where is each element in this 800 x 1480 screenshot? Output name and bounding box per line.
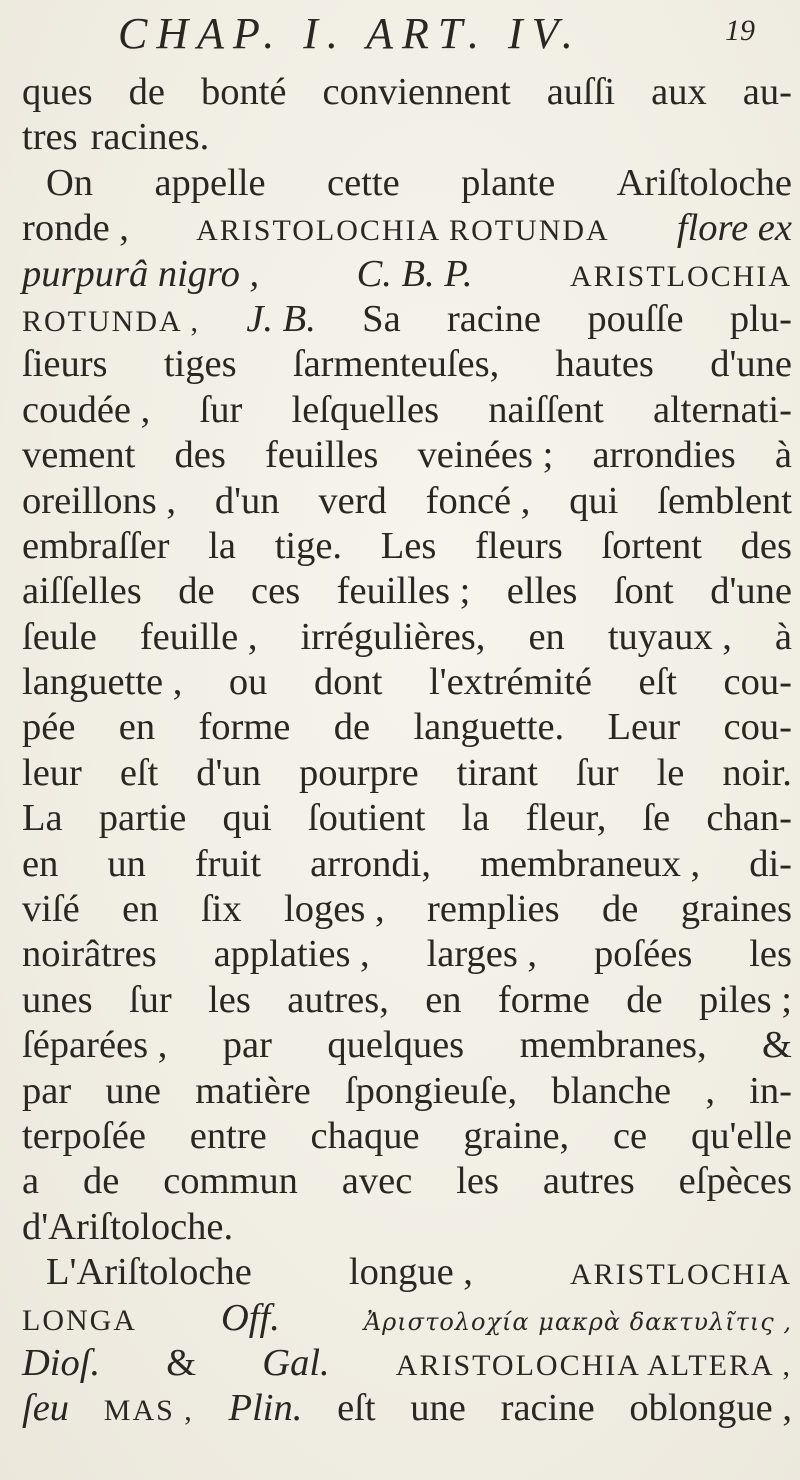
word: Les (380, 524, 437, 567)
word: plu- (729, 297, 792, 340)
text-line (22, 796, 792, 841)
word: d'une (710, 343, 792, 386)
word: leur (22, 751, 82, 794)
word: , (705, 1069, 715, 1112)
word: ronde , (22, 207, 129, 250)
word: matière (195, 1069, 311, 1112)
word: qui (569, 479, 619, 522)
word: Ariſtoloche (616, 161, 792, 204)
word: eſt (638, 661, 677, 704)
word: alternati- (653, 388, 792, 431)
word: membraneux , (479, 842, 701, 885)
latin-name: ARISTLOCHIA (569, 259, 792, 293)
word: de (128, 71, 165, 113)
word: auſſi (546, 71, 616, 113)
word: appelle (154, 161, 266, 204)
word: des (174, 434, 226, 477)
text-line (22, 524, 792, 569)
word: verd (318, 479, 387, 522)
word: par (22, 1069, 72, 1112)
word: cette (327, 161, 400, 204)
word: ſeu (22, 1387, 70, 1430)
word: un (107, 842, 146, 885)
word: Sa (362, 297, 401, 340)
word: La (22, 797, 63, 840)
word: oblongue , (629, 1387, 792, 1430)
word: aux (651, 71, 707, 113)
word: cou- (723, 661, 792, 704)
word: ſix (200, 888, 242, 931)
word: veinées ; (417, 434, 554, 477)
word: aiſſelles (22, 570, 142, 613)
word: pée (22, 706, 76, 749)
word: racine (446, 297, 542, 340)
text-line (22, 932, 792, 977)
text-line (22, 1159, 792, 1204)
text-line (22, 569, 792, 614)
word: languette , (22, 661, 183, 704)
text-line (22, 1205, 792, 1250)
citation: C. B. P. (356, 252, 473, 295)
text-line (22, 1114, 792, 1159)
word: dont (313, 661, 383, 704)
word: les (456, 1160, 499, 1203)
word: ſur (199, 388, 243, 431)
word: en (118, 706, 156, 749)
text-line (22, 615, 792, 660)
word: noirâtres (22, 933, 157, 976)
word: arrondies (592, 434, 736, 477)
word: ſeule (22, 615, 97, 658)
text-line (22, 252, 792, 297)
word: bonté (200, 71, 287, 113)
word: fleurs (475, 524, 563, 567)
citation: J. B. (246, 297, 316, 340)
word: ſortent (601, 524, 702, 567)
word: membranes, (519, 1024, 707, 1067)
word: autres (542, 1160, 635, 1203)
word: tiges (163, 343, 237, 386)
word: remplies (427, 888, 560, 931)
word: On (46, 161, 94, 204)
word: ce (612, 1114, 648, 1157)
word: arrondi, (310, 842, 431, 885)
text-line (22, 751, 792, 796)
word: ſe (642, 797, 671, 840)
word: graine, (463, 1114, 570, 1157)
word: le (656, 751, 685, 794)
word: hautes (555, 343, 654, 386)
latin-name: ARISTLOCHIA (570, 1258, 792, 1292)
latin-name: LONGA (22, 1303, 137, 1337)
word: racines. (90, 116, 210, 159)
word: eſpèces (678, 1160, 792, 1203)
word: pouſſe (587, 297, 684, 340)
word: en (425, 978, 462, 1021)
word: L'Ariſtoloche (46, 1251, 252, 1294)
word: tirant (456, 751, 538, 794)
word: piles ; (698, 978, 792, 1021)
word: les (208, 978, 251, 1021)
word: loges , (284, 888, 385, 931)
text-line (22, 978, 792, 1023)
word: ſur (575, 751, 619, 794)
text-line (22, 70, 792, 115)
word: ou (228, 661, 268, 704)
word: leſquelles (291, 388, 440, 431)
text-line (22, 297, 792, 342)
word: ſemblent (657, 479, 792, 522)
greek-name: Ἀριστολοχία μακρὰ δακτυλῖτις , (363, 1307, 792, 1336)
word: forme (497, 978, 590, 1021)
page-number: 19 (725, 14, 755, 47)
word: d'Ariſtoloche. (22, 1205, 234, 1248)
word: de (82, 1160, 120, 1203)
word: d'un (196, 751, 261, 794)
word: irrégulières, (300, 615, 486, 658)
word: chaque (310, 1114, 420, 1157)
word: fleur, (525, 797, 607, 840)
word: purpurâ nigro , (22, 252, 260, 295)
word: feuille , (139, 615, 258, 658)
word: larges , (426, 933, 538, 976)
word: tuyaux , (607, 615, 732, 658)
word: di- (749, 842, 792, 885)
word: & (166, 1341, 197, 1384)
word: la (208, 524, 236, 567)
word: feuilles ; (336, 570, 471, 613)
chapter-article-heading: CHAP. I. ART. IV. (118, 9, 582, 58)
word: eſt (337, 1387, 376, 1430)
word: chan- (706, 797, 792, 840)
word: naiſſent (488, 388, 604, 431)
word: partie (98, 797, 187, 840)
word: tres (22, 116, 78, 159)
word: ſoutient (307, 797, 426, 840)
word: autres, (287, 978, 389, 1021)
word: pourpre (298, 751, 419, 794)
word: a (22, 1160, 40, 1203)
word: d'une (710, 570, 792, 613)
latin-name: ARISTOLOCHIA ROTUNDA (196, 214, 610, 248)
word: poſées (593, 933, 693, 976)
word: & (762, 1024, 792, 1067)
word: applaties , (213, 933, 370, 976)
citation: Dioſ. (22, 1341, 101, 1384)
word: coudée , (22, 388, 151, 431)
word: MAS , (103, 1394, 194, 1428)
text-line (22, 705, 792, 750)
word: des (740, 524, 792, 567)
text-line (22, 842, 792, 887)
word: avec (341, 1160, 413, 1203)
word: tige. (274, 524, 343, 567)
text-line (22, 342, 792, 387)
word: ſur (128, 978, 172, 1021)
word: la (461, 797, 490, 840)
word: forme (198, 706, 291, 749)
word: racine (500, 1387, 595, 1430)
word: ſieurs (22, 343, 108, 386)
word: l'extrémité (428, 661, 592, 704)
word: ques (22, 71, 93, 113)
citation: Gal. (262, 1341, 330, 1384)
word: ces (251, 570, 301, 613)
text-line (22, 1341, 792, 1386)
word: Leur (607, 706, 681, 749)
word: quelques (327, 1024, 465, 1067)
text-line (22, 1069, 792, 1114)
word: au- (742, 71, 792, 113)
text-line (22, 161, 792, 206)
text-line (22, 433, 792, 478)
text-line (22, 206, 792, 251)
word: vement (22, 434, 136, 477)
word: blanche (551, 1069, 672, 1112)
word: une (410, 1387, 466, 1430)
text-line (22, 388, 792, 433)
word: de (333, 706, 371, 749)
word: languette. (413, 706, 565, 749)
word: ROTUNDA , (22, 304, 201, 338)
word: oreillons , (22, 479, 176, 522)
word: à (774, 434, 792, 477)
text-line (22, 1386, 792, 1431)
word: de (626, 978, 663, 1021)
word: terpoſée (22, 1114, 146, 1157)
word: noir. (722, 751, 792, 794)
word: graines (680, 888, 792, 931)
text-line (22, 660, 792, 705)
word: elles (506, 570, 578, 613)
word: une (105, 1069, 162, 1112)
word: les (749, 933, 792, 976)
running-head (0, 8, 800, 68)
word: qui (222, 797, 272, 840)
word: entre (189, 1114, 267, 1157)
word: longue , (348, 1251, 473, 1294)
text-line (22, 1023, 792, 1068)
word: commun (163, 1160, 298, 1203)
word: ſarmenteuſes, (292, 343, 500, 386)
word: unes (22, 978, 93, 1021)
word: en (122, 888, 159, 931)
text-line (22, 1250, 792, 1295)
word: embraſſer (22, 524, 170, 567)
word: ſpongieuſe, (344, 1069, 518, 1112)
word: de (602, 888, 639, 931)
body-text (22, 70, 792, 1432)
word: en (22, 842, 59, 885)
word: conviennent (322, 71, 511, 113)
text-line (22, 1296, 792, 1341)
word: foncé , (425, 479, 531, 522)
word: fruit (194, 842, 262, 885)
word: flore ex (676, 207, 792, 250)
text-line (22, 479, 792, 524)
text-line (22, 887, 792, 932)
word: à (774, 615, 792, 658)
latin-name: ARISTOLOCHIA ALTERA , (395, 1348, 792, 1382)
word: par (222, 1024, 272, 1067)
word: qu'elle (690, 1114, 792, 1157)
word: in- (749, 1069, 792, 1112)
word: de (178, 570, 215, 613)
word: feuilles (265, 434, 379, 477)
text-line (22, 115, 792, 160)
word: viſé (22, 888, 80, 931)
word: en (528, 615, 565, 658)
word: plante (461, 161, 556, 204)
citation: Plin. (228, 1387, 303, 1430)
word: cou- (723, 706, 792, 749)
word: ſont (613, 570, 674, 613)
word: d'un (214, 479, 280, 522)
citation: Off. (221, 1296, 280, 1339)
word: eſt (119, 751, 159, 794)
word: ſéparées , (22, 1024, 168, 1067)
